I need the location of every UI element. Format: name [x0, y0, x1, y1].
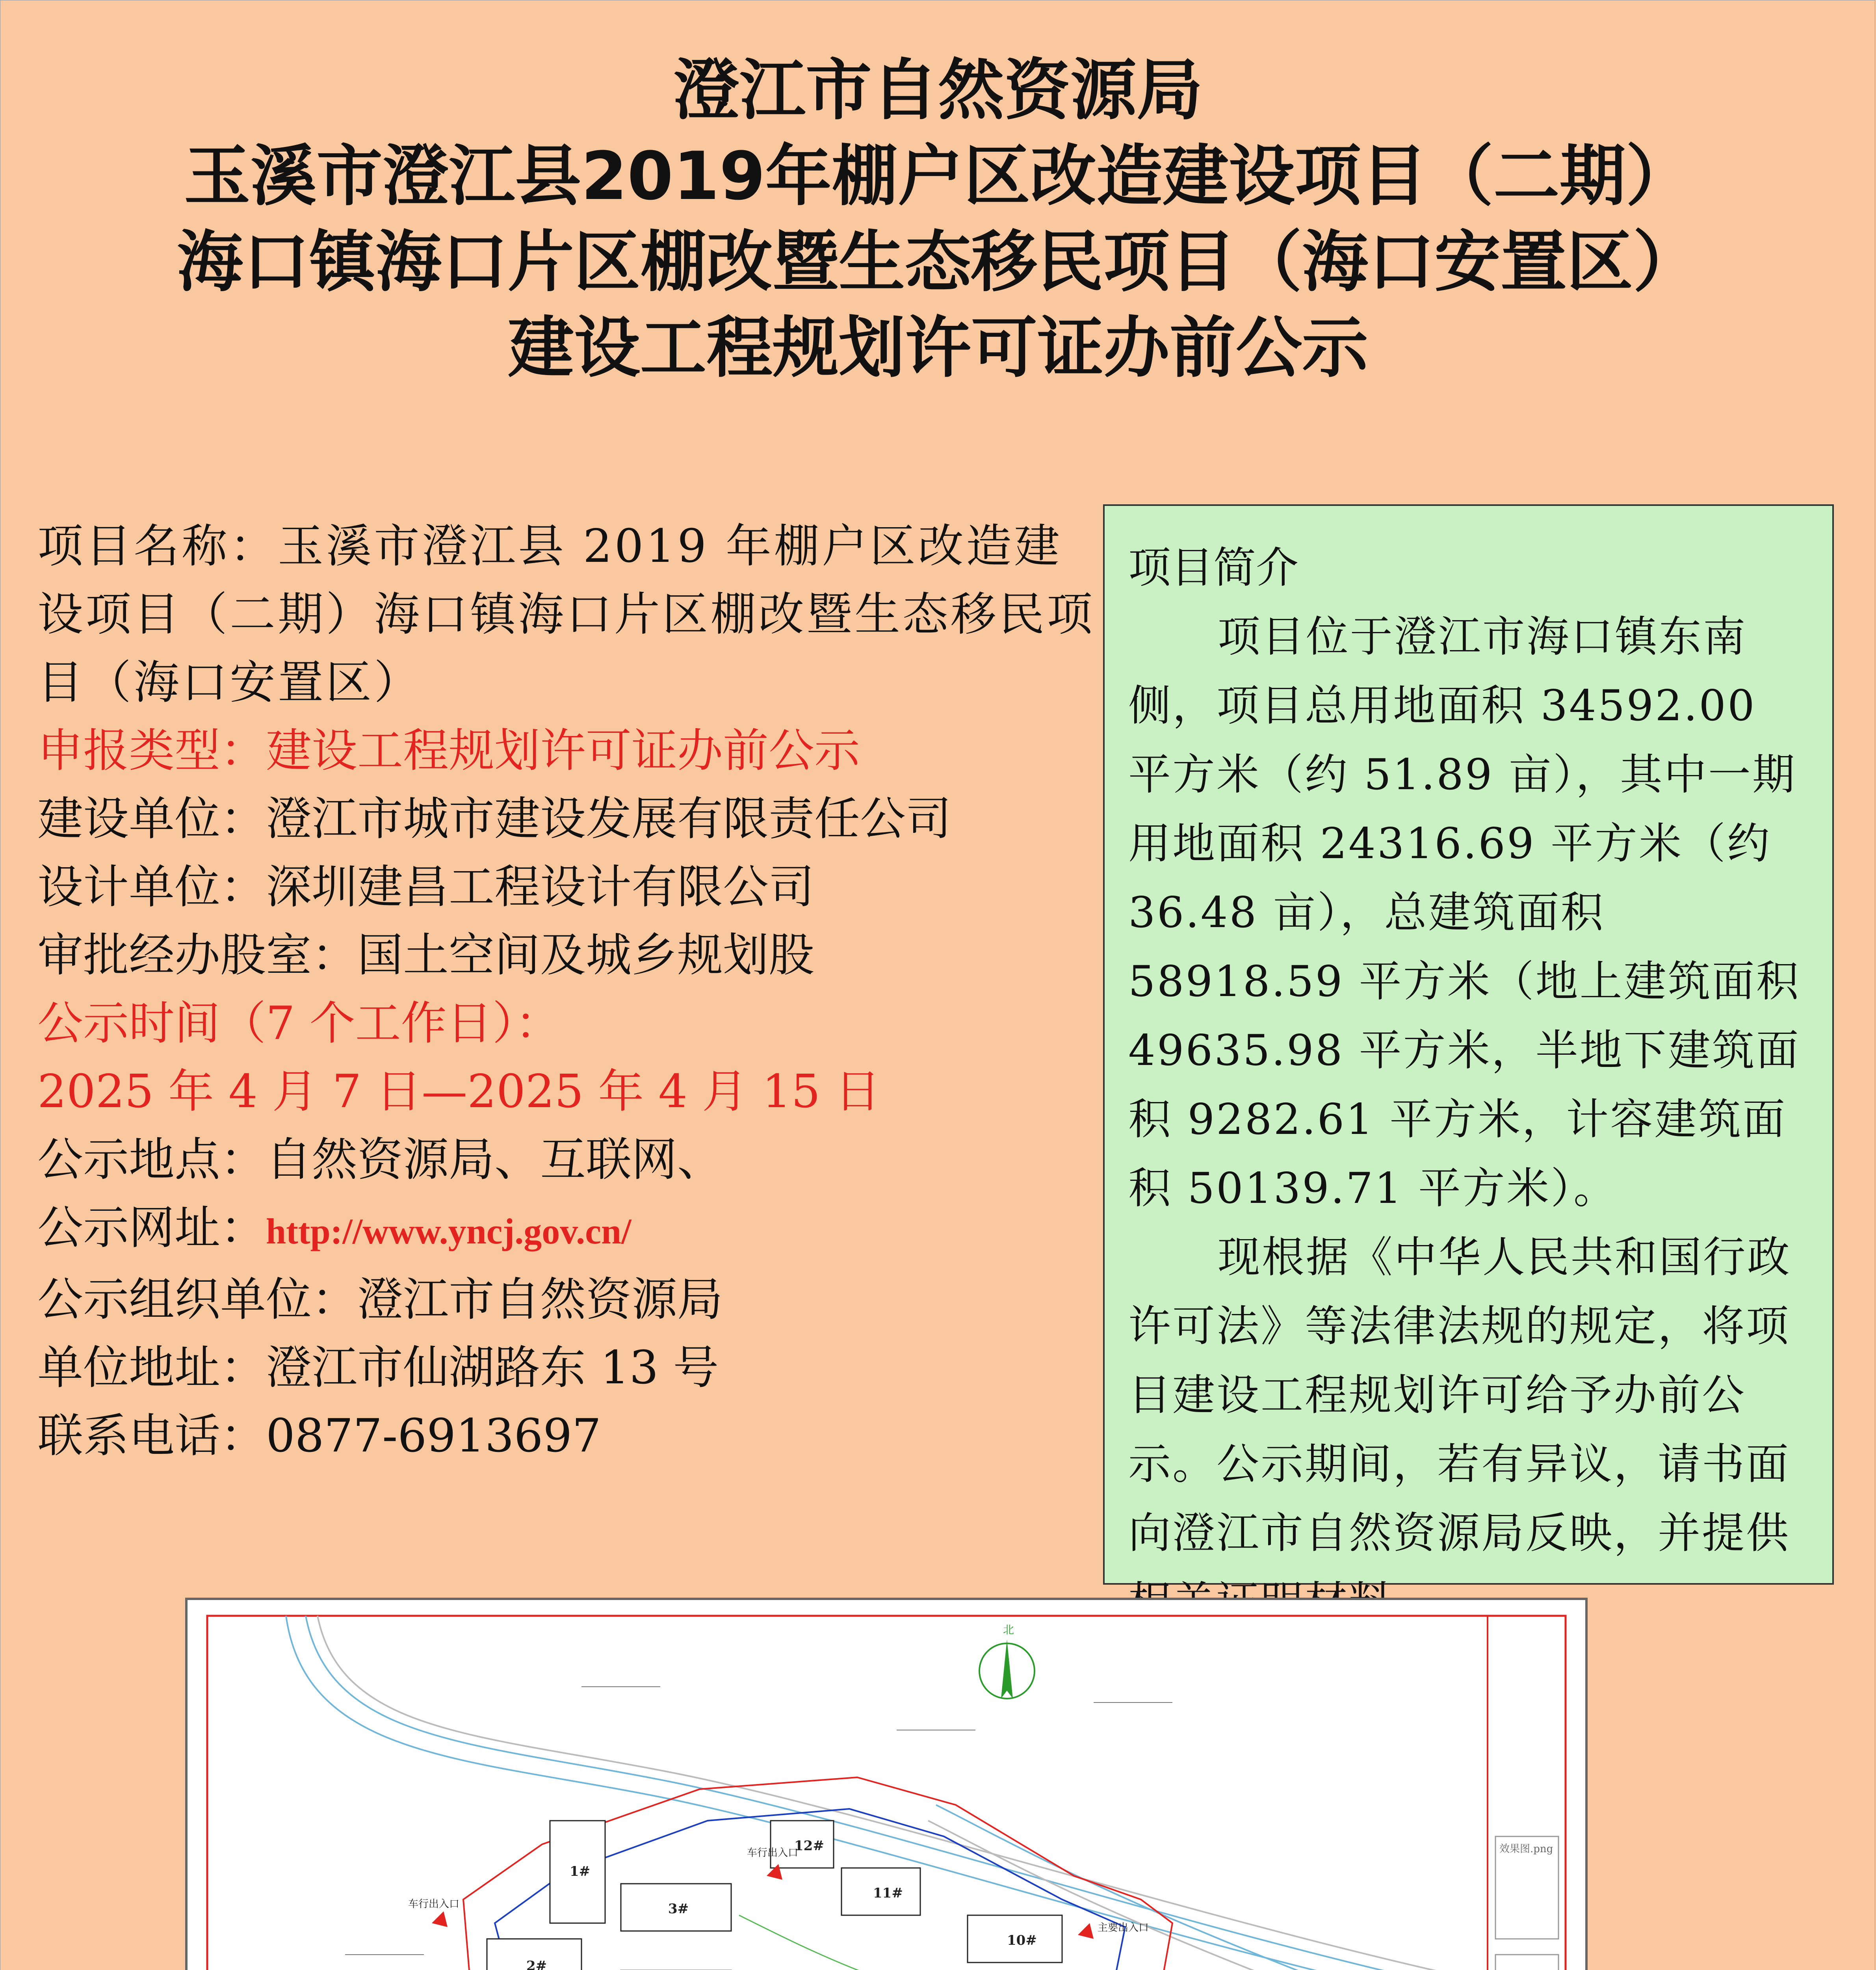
intro-heading: 项目简介 [1128, 543, 1299, 593]
intro-para-2: 现根据《中华人民共和国行政许可法》等法律法规的规定，将项目建设工程规划许可给予办前公示。公示期间，若有异议，请书面向澄江市自然资源局反映，并提供 [1128, 1233, 1791, 1558]
north-arrow [979, 1623, 1035, 1699]
svg-text:1#: 1# [570, 1864, 591, 1879]
main-entrance-label: 主要出入口 [1098, 1922, 1149, 1934]
designer: 设计单位：深圳建昌工程设计有限公司 [37, 860, 814, 914]
organizer: 公示组织单位：澄江市自然资源局 [37, 1273, 723, 1326]
site-plan [185, 1598, 1588, 1970]
notice-title [0, 47, 1876, 391]
phone: 联系电话：0877-6913697 [37, 1409, 602, 1463]
project-info [37, 512, 1101, 1470]
svg-text:10#: 10# [1007, 1933, 1037, 1948]
entrance-label-1: 车行出入口 [408, 1898, 460, 1910]
north-label: 北 [1003, 1623, 1014, 1636]
title-project-line2: 海口镇海口片区棚改暨生态移民项目（海口安置区） [177, 223, 1699, 301]
svg-text:12#: 12# [794, 1838, 824, 1854]
website-row [37, 1194, 1101, 1266]
entrance-label-2: 车行出入口 [747, 1847, 799, 1859]
website-link[interactable]: http://www.yncj.gov.cn/ [266, 1211, 632, 1251]
image-note-box-2 [1495, 1955, 1558, 1970]
place: 公示地点：自然资源局、互联网、 [37, 1133, 723, 1186]
drawing-border [207, 1616, 1566, 1970]
svg-text:2#: 2# [526, 1958, 547, 1970]
website-label: 公示网址： [37, 1201, 266, 1254]
intro-box [1103, 504, 1834, 1585]
office: 审批经办股室：国土空间及城乡规划股 [37, 929, 814, 982]
period-label: 公示时间（7 个工作日）： [37, 997, 561, 1050]
intro-para-1: 项目位于澄江市海口镇东南侧，项目总用地面积 34592.00 平方米（约 51.89 亩），其中一期用地面积 24316.69 平方米（约 36.48 亩），总建筑面积 58918.59 平方米（地上建筑面积 49635.98 平方米，半地下建筑面积 9282.61 平方米，计容建筑面积 50139.71 平方米）。 [1128, 612, 1800, 1213]
svg-text:3#: 3# [668, 1901, 689, 1917]
svg-text:11#: 11# [873, 1885, 903, 1901]
builder: 建设单位：澄江市城市建设发展有限责任公司 [37, 792, 951, 846]
site-plan-drawing [188, 1600, 1585, 1970]
road-lines [286, 1616, 1488, 1970]
coordinate-annotations [345, 1687, 1330, 1970]
title-notice-type: 建设工程规划许可证办前公示 [508, 309, 1368, 387]
title-authority: 澄江市自然资源局 [673, 52, 1203, 129]
period: 2025 年 4 月 7 日—2025 年 4 月 15 日 [37, 1065, 881, 1118]
address: 单位地址：澄江市仙湖路东 13 号 [37, 1341, 719, 1394]
project-name: 项目名称：玉溪市澄江县 2019 年棚户区改造建设项目（二期）海口镇海口片区棚改暨生态移民项目（海口安置区） [37, 520, 1095, 709]
report-type: 申报类型：建设工程规划许可证办前公示 [37, 724, 860, 777]
title-project-line1: 玉溪市澄江县2019年棚户区改造建设项目（二期） [184, 138, 1692, 215]
image-note-text: 效果图.png [1499, 1843, 1553, 1855]
